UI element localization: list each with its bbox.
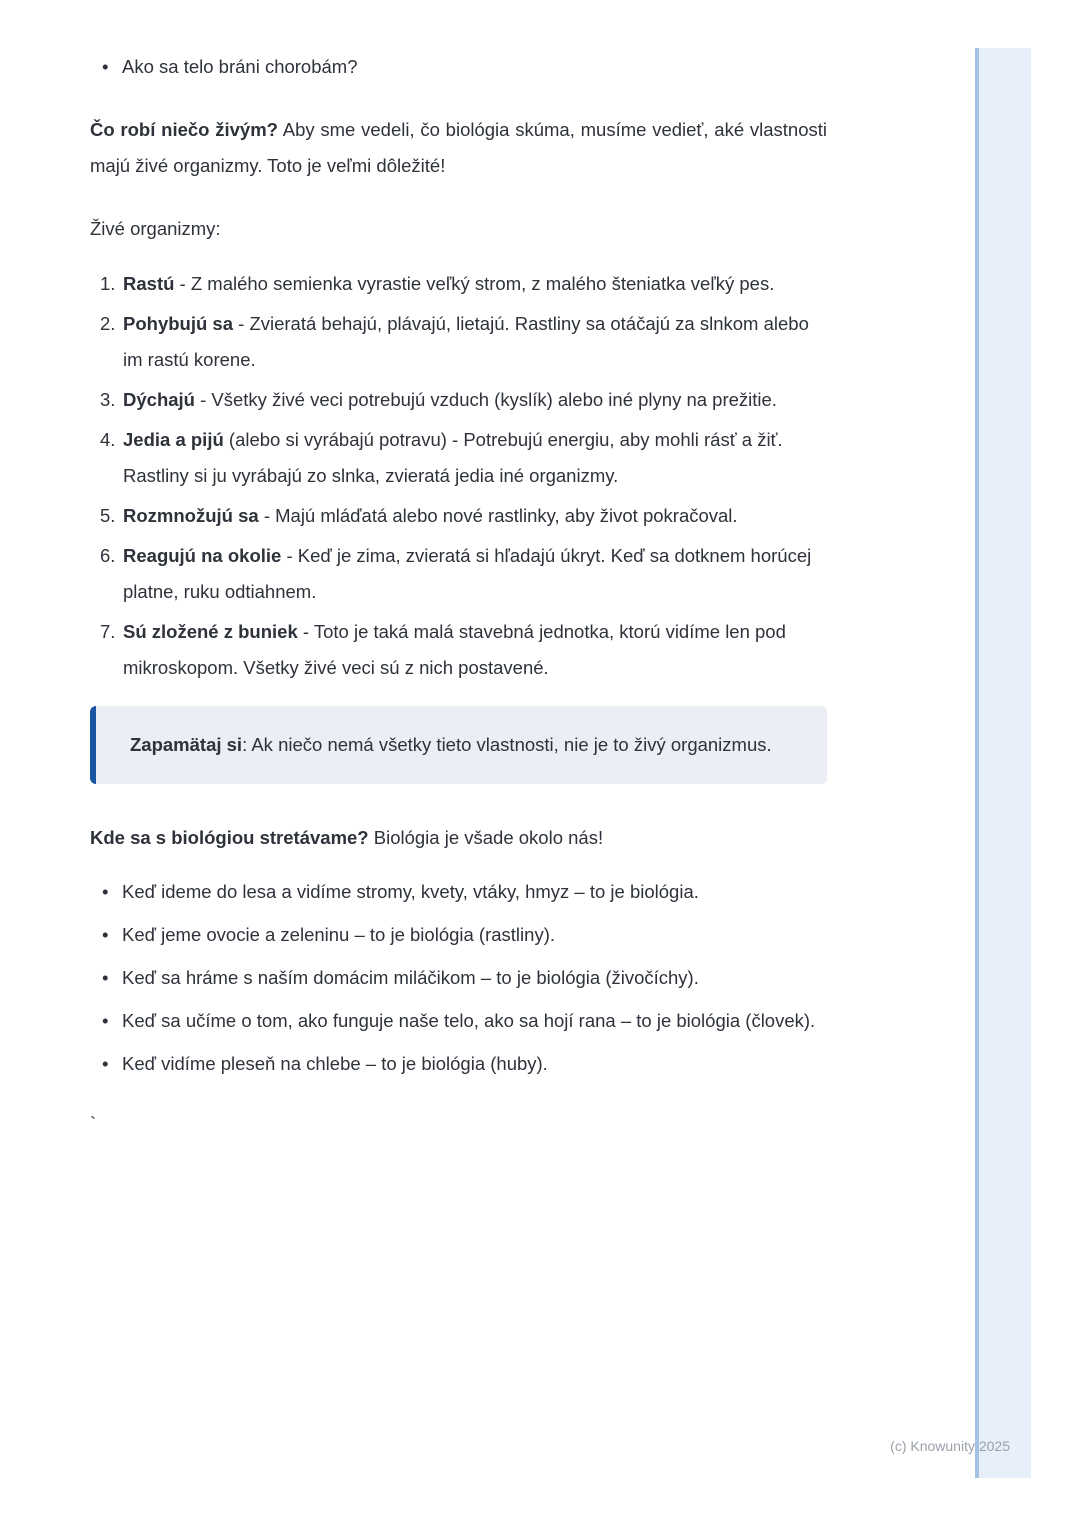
item-number: 6. (100, 545, 116, 566)
callout-note (90, 706, 827, 784)
page-content (90, 49, 827, 1142)
item-desc: - Keď je zima, zvieratá si hľadajú úkryt. Keď sa dotknem horúcej platne, ruku odtiahnem. (123, 545, 812, 602)
list-item (90, 874, 827, 910)
bullet-marker: • (102, 1010, 109, 1031)
item-number: 2. (100, 313, 116, 334)
copyright-footer: (c) Knowunity 2025 (890, 1438, 1010, 1454)
item-desc: - Toto je taká malá stavebná jednotka, ktorú vidíme len pod mikroskopom. Všetky živé veci sú z nich postavené. (123, 621, 786, 678)
item-text (123, 422, 827, 494)
item-desc: - Zvieratá behajú, plávajú, lietajú. Rastliny sa otáčajú za slnkom alebo im rastú korene. (123, 313, 809, 370)
callout-body: Ak niečo nemá všetky tieto vlastnosti, nie je to živý organizmus. (251, 734, 772, 755)
item-text (123, 538, 827, 610)
list-item (90, 1003, 827, 1039)
item-number: 1. (100, 273, 116, 294)
list-item (90, 1046, 827, 1082)
stray-character: ` (90, 1113, 97, 1134)
item-term: Pohybujú sa (123, 313, 233, 334)
bullet-marker: • (102, 881, 109, 902)
item-number: 3. (100, 389, 116, 410)
list-item (90, 49, 827, 85)
list-item (90, 917, 827, 953)
numbered-item (90, 538, 827, 610)
lead-bullet-list (90, 49, 827, 85)
item-text (123, 382, 827, 418)
numbered-item (90, 498, 827, 534)
list-intro-label: Živé organizmy: (90, 218, 221, 239)
item-term: Rastú (123, 273, 175, 294)
callout-heading: Zapamätaj si (130, 734, 243, 755)
intro-paragraph (90, 112, 827, 184)
numbered-item (90, 306, 827, 378)
item-text (123, 306, 827, 378)
list-item-text: Keď sa hráme s naším domácim miláčikom – to je biológia (živočíchy). (122, 967, 699, 988)
list-item-text: Keď jeme ovocie a zeleninu – to je biológia (rastliny). (122, 924, 555, 945)
item-number: 5. (100, 505, 116, 526)
item-desc: - Z malého semienka vyrastie veľký strom, z malého šteniatka veľký pes. (179, 273, 775, 294)
intro-heading: Čo robí niečo živým? (90, 119, 278, 140)
list-item-text: Keď sa učíme o tom, ako funguje naše telo, ako sa hojí rana – to je biológia (človek). (122, 1010, 816, 1031)
list-item (90, 960, 827, 996)
item-desc: (alebo si vyrábajú potravu) - Potrebujú energiu, aby mohli rásť a žiť. Rastliny si ju vyrábajú zo slnka, zvieratá jedia iné organizmy. (123, 429, 783, 486)
item-text (123, 266, 827, 302)
list-item-text: Keď ideme do lesa a vidíme stromy, kvety, vtáky, hmyz – to je biológia. (122, 881, 699, 902)
list-item-text: Ako sa telo bráni chorobám? (122, 56, 358, 77)
list-item-text: Keď vidíme pleseň na chlebe – to je biológia (huby). (122, 1053, 548, 1074)
intro-body: Aby sme vedeli, čo biológia skúma, musíme vedieť, aké vlastnosti majú živé organizmy. Toto je veľmi dôležité! (90, 119, 827, 176)
examples-list (90, 874, 827, 1082)
item-number: 4. (100, 429, 116, 450)
item-desc: - Majú mláďatá alebo nové rastlinky, aby život pokračoval. (263, 505, 738, 526)
callout-separator: : (242, 734, 248, 755)
where-heading: Kde sa s biológiou stretávame? (90, 827, 369, 848)
right-accent-bar (975, 48, 1031, 1478)
properties-list (90, 266, 827, 686)
bullet-marker: • (102, 1053, 109, 1074)
item-term: Rozmnožujú sa (123, 505, 259, 526)
where-paragraph (90, 820, 827, 856)
bullet-marker: • (102, 924, 109, 945)
item-desc: - Všetky živé veci potrebujú vzduch (kyslík) alebo iné plyny na prežitie. (200, 389, 777, 410)
numbered-item (90, 382, 827, 418)
item-term: Sú zložené z buniek (123, 621, 298, 642)
item-term: Jedia a pijú (123, 429, 224, 450)
item-term: Reagujú na okolie (123, 545, 282, 566)
numbered-item (90, 422, 827, 494)
where-body: Biológia je všade okolo nás! (373, 827, 604, 848)
bullet-marker: • (102, 967, 109, 988)
item-number: 7. (100, 621, 116, 642)
numbered-item (90, 614, 827, 686)
item-text (123, 614, 827, 686)
item-term: Dýchajú (123, 389, 195, 410)
numbered-item (90, 266, 827, 302)
callout-text (130, 727, 793, 763)
item-text (123, 498, 827, 534)
bullet-marker: • (102, 56, 109, 77)
